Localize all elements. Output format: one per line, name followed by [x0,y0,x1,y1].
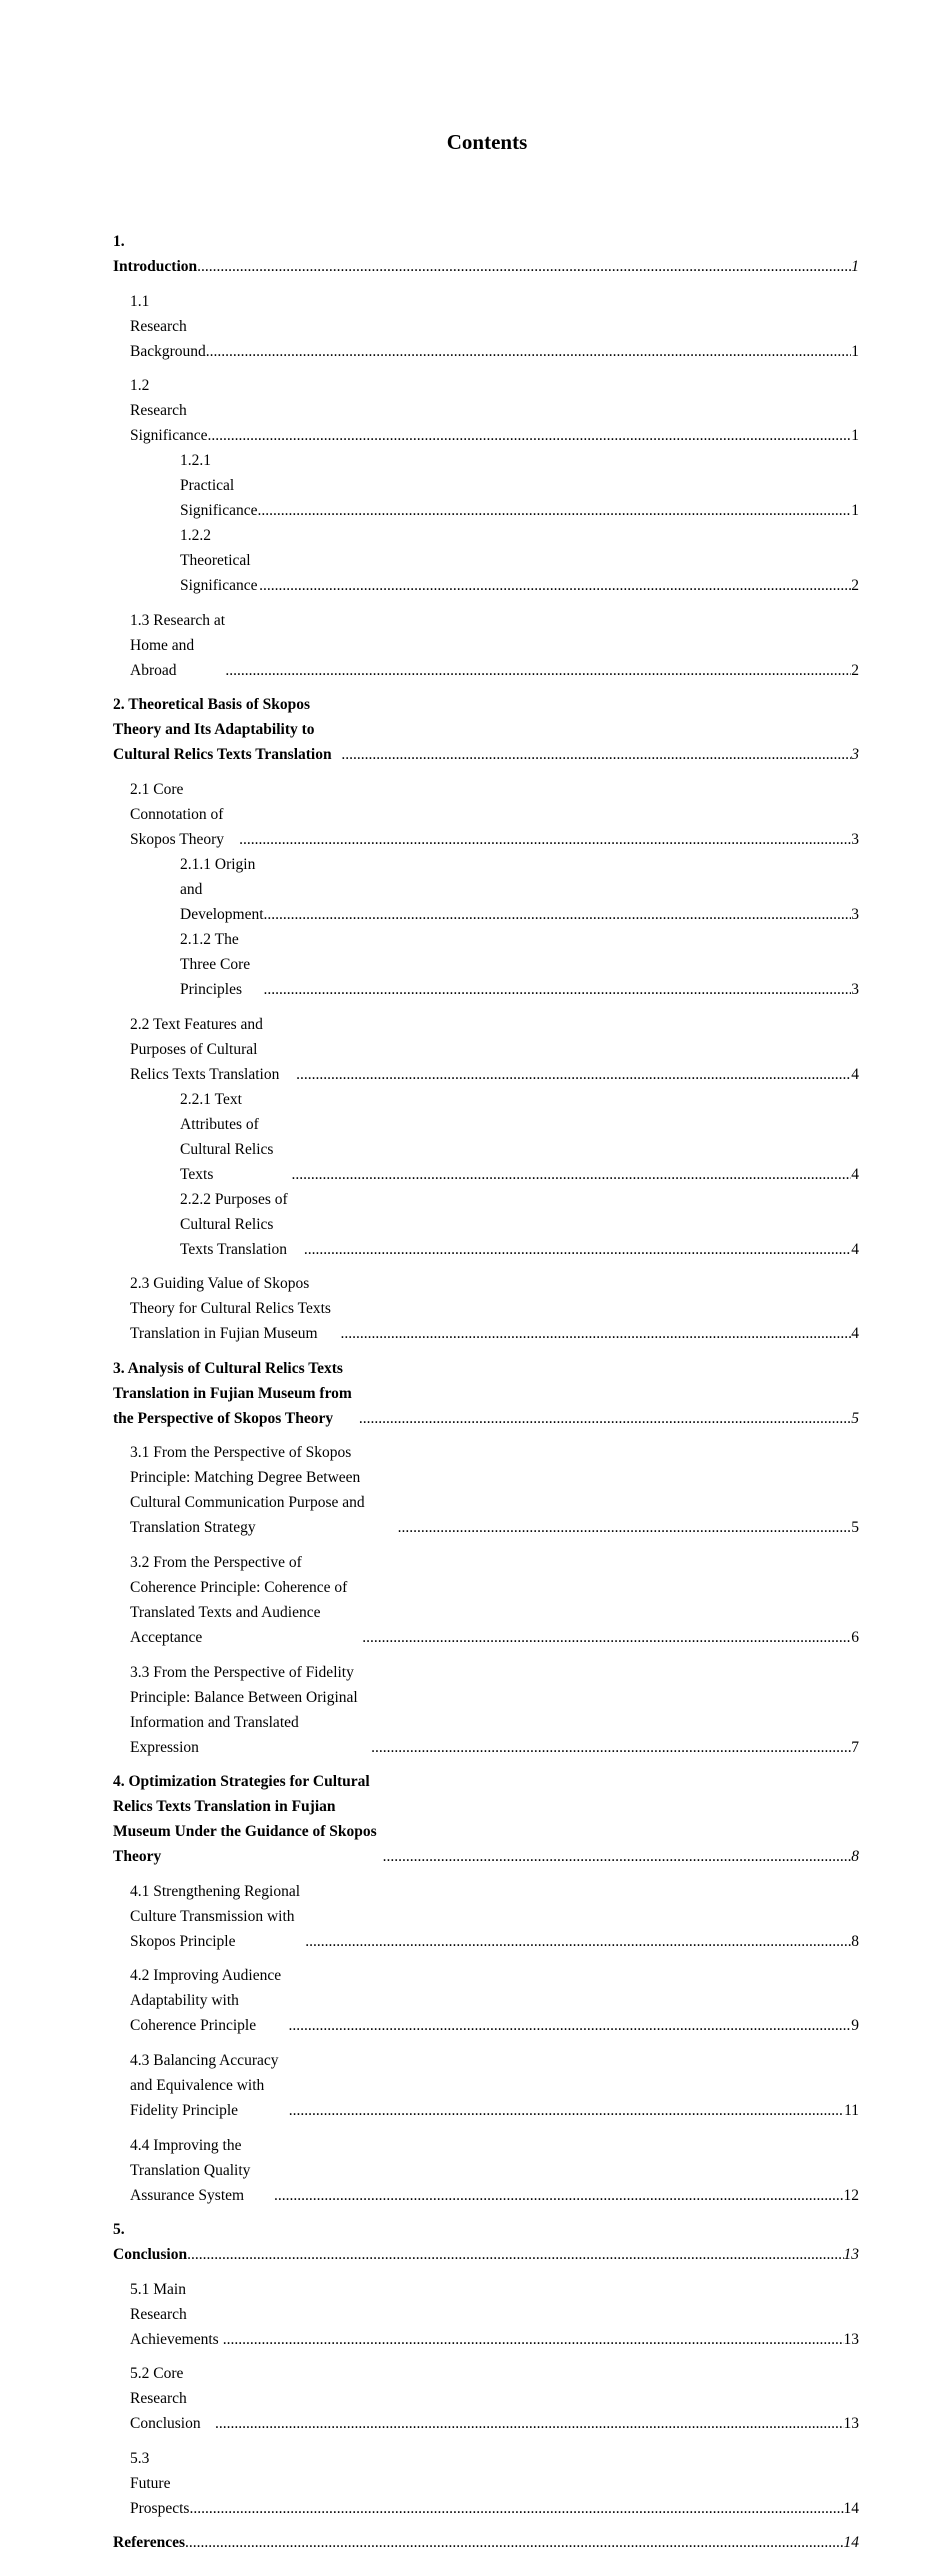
toc-entry-title: 1.2 Research Significance [130,377,208,445]
dot-leader [197,254,851,279]
toc-entry-title: 2.1 Core Connotation of Skopos Theory [130,780,225,848]
toc-page-number: 4 [851,1165,859,1183]
toc-page-number: 1 [851,427,859,445]
toc-entry-title: 2.1.1 Origin and Development [180,855,264,923]
toc-entry[interactable] [113,1187,859,1262]
toc-entry[interactable] [113,289,859,364]
toc-entry[interactable] [113,2277,859,2352]
dot-leader [187,2242,843,2267]
dot-leader [206,339,852,364]
toc-page-number: 3 [851,746,859,764]
toc-page-number: 3 [851,905,859,923]
toc-page-number: 13 [843,2330,859,2348]
toc-page-number: 8 [851,1932,859,1950]
dot-leader [274,2183,844,2208]
toc-entry[interactable] [113,523,859,598]
toc-entry-title: 2.3 Guiding Value of Skopos Theory for Cultural Relics Texts Translation in Fujian Museum [130,1275,331,1343]
toc-entry-title: 1.2.1 Practical Significance [180,452,258,520]
toc-entry-title: 1.1 Research Background [130,292,206,360]
dot-leader [296,1062,851,1087]
toc-entry[interactable] [113,1271,859,1346]
toc-entry[interactable] [113,1769,859,1869]
toc-entry[interactable] [113,2530,859,2555]
toc-entry-title: 4.4 Improving the Translation Quality Assurance System [130,2136,251,2204]
toc-entry-title: 3.2 From the Perspective of Coherence Principle: Coherence of Translated Texts and Audience Acceptance [130,1553,348,1646]
toc-entry[interactable] [113,2048,859,2123]
toc-entry-title: 4. Optimization Strategies for Cultural Relics Texts Translation in Fujian Museum Under the Guidance of Skopos Theory [113,1773,377,1866]
toc-page-number: 4 [851,1325,859,1343]
toc-entry[interactable] [113,1356,859,1431]
toc-entry-title: References [113,2534,186,2552]
toc-entry[interactable] [113,1550,859,1650]
toc-page-number: 3 [851,830,859,848]
toc-entry-title: 2.2.1 Text Attributes of Cultural Relics Texts [180,1090,274,1183]
toc-page-number: 2 [851,577,859,595]
toc-entry[interactable] [113,448,859,523]
toc-entry[interactable] [113,2217,859,2267]
toc-entry-title: 3.1 From the Perspective of Skopos Principle: Matching Degree Between Cultural Communication Purpose and Translation Strategy [130,1444,365,1537]
toc-page-number: 14 [843,2534,859,2552]
toc-entry[interactable] [113,1087,859,1187]
toc-entry[interactable] [113,852,859,927]
toc-entry[interactable] [113,1963,859,2038]
toc-entry-title: 2.2.2 Purposes of Cultural Relics Texts Translation [180,1190,288,1258]
toc-page-number: 3 [851,980,859,998]
toc-page-number: 1 [851,258,859,275]
toc-entry-title: 5.2 Core Research Conclusion [130,2365,201,2433]
dot-leader [223,2327,844,2352]
toc-page-number: 1 [851,342,859,360]
toc-page-number: 12 [843,2186,859,2204]
dot-leader [305,1929,851,1954]
toc-entry[interactable] [113,777,859,852]
dot-leader [289,2098,844,2123]
toc-page-number: 4 [851,1240,859,1258]
dot-leader [292,1162,852,1187]
toc-entry[interactable] [113,1440,859,1540]
dot-leader [398,1515,852,1540]
dot-leader [264,977,852,1002]
dot-leader [341,742,851,767]
toc-entry[interactable] [113,2361,859,2436]
toc-page-number: 14 [843,2499,859,2517]
dot-leader [190,2496,844,2521]
dot-leader [371,1735,851,1760]
toc-entry-title: 3.3 From the Perspective of Fidelity Principle: Balance Between Original Information and Translated Expression [130,1663,358,1756]
toc-entry[interactable] [113,2446,859,2521]
toc-page-number: 13 [843,2415,859,2433]
toc-entry-title: 4.3 Balancing Accuracy and Equivalence with Fidelity Principle [130,2051,279,2119]
toc-entry-title: 5.1 Main Research Achievements [130,2280,219,2348]
toc-page-number: 5 [851,1409,859,1427]
toc-page-number: 2 [851,661,859,679]
toc-entry-title: 5. Conclusion [113,2221,188,2264]
toc-entry-title: 2.1.2 The Three Core Principles [180,930,251,998]
dot-leader [289,2013,852,2038]
toc-page-number: 9 [851,2017,859,2035]
toc-entry-title: 1.3 Research at Home and Abroad [130,611,226,679]
toc-page-number: 8 [851,1848,859,1866]
dot-leader [264,902,852,927]
toc-entry[interactable] [113,373,859,448]
toc-entry-title: 3. Analysis of Cultural Relics Texts Translation in Fujian Museum from the Perspective of Skopos Theory [113,1359,352,1427]
toc-entry-title: 1.2.2 Theoretical Significance [180,527,258,595]
dot-leader [359,1406,851,1431]
toc-entry[interactable] [113,1012,859,1087]
toc-entry[interactable] [113,229,859,279]
toc-page-number: 7 [851,1738,859,1756]
toc-entry-title: 2. Theoretical Basis of Skopos Theory and Its Adaptability to Cultural Relics Texts Translation [113,696,332,764]
dot-leader [215,2411,844,2436]
toc-page-number: 4 [851,1065,859,1083]
toc-page-number: 11 [844,2101,859,2119]
dot-leader [259,573,851,598]
toc-entry-title: 1. Introduction [113,233,198,275]
toc-entry[interactable] [113,2133,859,2208]
dot-leader [257,498,851,523]
dot-leader [239,827,851,852]
toc-page-number: 6 [851,1628,859,1646]
table-of-contents [113,229,859,2555]
toc-page-number: 1 [851,502,859,520]
toc-entry[interactable] [113,1879,859,1954]
toc-entry-title: 4.2 Improving Audience Adaptability with Coherence Principle [130,1967,282,2035]
dot-leader [225,658,851,683]
dot-leader [207,423,851,448]
page-title: Contents [446,130,528,154]
toc-entry-title: 4.1 Strengthening Regional Culture Transmission with Skopos Principle [130,1882,301,1950]
dot-leader [383,1844,852,1869]
toc-entry-title: 2.2 Text Features and Purposes of Cultural Relics Texts Translation [130,1015,280,1083]
dot-leader [304,1237,851,1262]
toc-entry[interactable] [113,927,859,1002]
dot-leader [362,1625,851,1650]
toc-entry[interactable] [113,1660,859,1760]
dot-leader [341,1321,852,1346]
toc-page-number: 13 [843,2246,859,2264]
toc-entry-title: 5.3 Future Prospects [130,2449,190,2517]
toc-page-number: 5 [851,1519,859,1537]
toc-entry[interactable] [113,608,859,683]
toc-entry[interactable] [113,692,859,767]
dot-leader [185,2530,843,2555]
